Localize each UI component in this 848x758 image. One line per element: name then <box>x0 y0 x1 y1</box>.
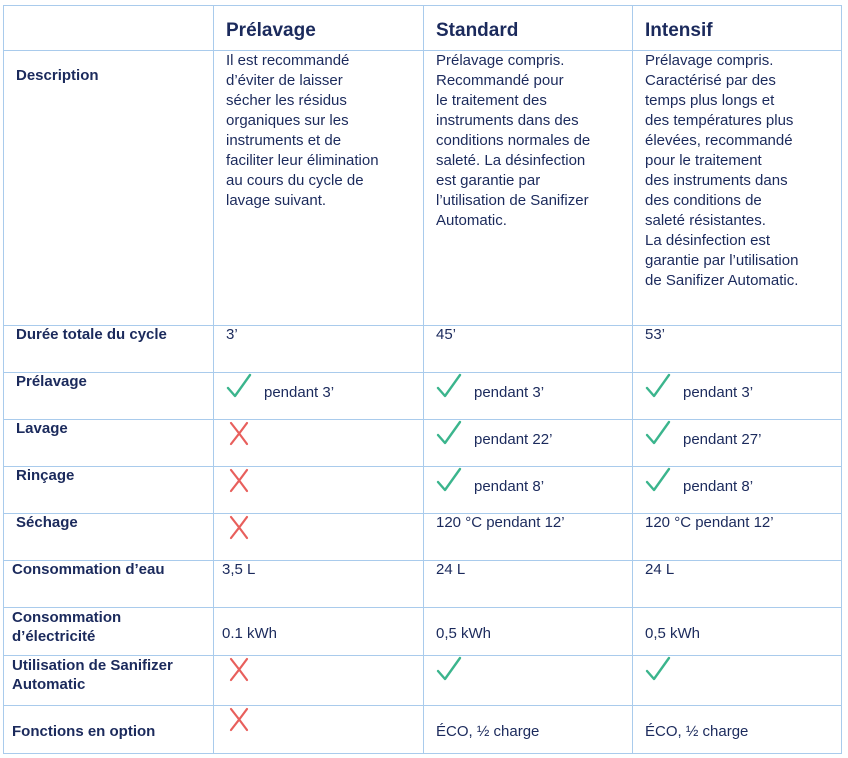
header-corner <box>4 6 214 51</box>
row-label-options: Fonctions en option <box>4 706 214 754</box>
sechage-prelavage <box>214 514 424 561</box>
lavage-standard-text: pendant 22’ <box>474 430 553 448</box>
eau-standard: 24 L <box>424 561 633 608</box>
header-prelavage: Prélavage <box>214 6 424 51</box>
row-label-duree: Durée totale du cycle <box>4 326 214 373</box>
electricite-standard: 0,5 kWh <box>424 608 633 656</box>
cycle-comparison-table <box>3 5 842 754</box>
row-lavage <box>4 420 842 467</box>
checkmark-icon <box>645 656 671 682</box>
prelavage-prelavage-text: pendant 3’ <box>264 383 335 401</box>
row-label-lavage: Lavage <box>4 420 214 467</box>
lavage-standard <box>424 420 633 467</box>
eau-intensif: 24 L <box>633 561 842 608</box>
sanifizer-intensif <box>633 656 842 706</box>
row-duree <box>4 326 842 373</box>
checkmark-icon <box>645 373 671 399</box>
header-intensif: Intensif <box>633 6 842 51</box>
row-label-description: Description <box>4 51 214 326</box>
electricite-intensif: 0,5 kWh <box>633 608 842 656</box>
rincage-prelavage <box>214 467 424 514</box>
checkmark-icon <box>436 656 462 682</box>
checkmark-icon <box>645 420 671 446</box>
lavage-intensif-text: pendant 27’ <box>683 430 762 448</box>
prelavage-standard <box>424 373 633 420</box>
sanifizer-standard <box>424 656 633 706</box>
checkmark-icon <box>436 373 462 399</box>
header-standard: Standard <box>424 6 633 51</box>
row-options <box>4 706 842 754</box>
sanifizer-prelavage <box>214 656 424 706</box>
row-rincage <box>4 467 842 514</box>
options-prelavage <box>214 706 424 754</box>
duree-standard: 45’ <box>424 326 633 373</box>
description-standard: Prélavage compris. Recommandé pour le traitement des instruments dans des conditions normales de saleté. La désinfection est garantie par l’utilisation de Sanifizer Automatic. <box>424 51 633 326</box>
row-eau <box>4 561 842 608</box>
row-prelavage <box>4 373 842 420</box>
row-sechage <box>4 514 842 561</box>
duree-intensif: 53’ <box>633 326 842 373</box>
electricite-prelavage: 0.1 kWh <box>214 608 424 656</box>
lavage-intensif <box>633 420 842 467</box>
prelavage-intensif <box>633 373 842 420</box>
sechage-standard: 120 °C pendant 12’ <box>424 514 633 561</box>
description-intensif: Prélavage compris. Caractérisé par des temps plus longs et des températures plus élevées, recommandé pour le traitement des instruments dans des conditions de saleté résistantes. La désinfection est garantie par l’utilisation de Sanifizer Automatic. <box>633 51 842 326</box>
checkmark-icon <box>226 373 252 399</box>
options-standard: ÉCO, ½ charge <box>424 706 633 754</box>
cross-icon <box>226 514 252 540</box>
row-label-eau: Consommation d’eau <box>4 561 214 608</box>
row-label-rincage: Rinçage <box>4 467 214 514</box>
label-electricite-line1: Consommation <box>12 609 122 626</box>
label-sanifizer-line1: Utilisation de Sanifizer <box>12 657 173 674</box>
checkmark-icon <box>436 467 462 493</box>
header-row <box>4 6 842 51</box>
prelavage-prelavage <box>214 373 424 420</box>
row-label-sanifizer <box>4 656 214 706</box>
row-description <box>4 51 842 326</box>
label-electricite-line2: d’électricité <box>12 628 96 645</box>
sechage-intensif: 120 °C pendant 12’ <box>633 514 842 561</box>
rincage-standard-text: pendant 8’ <box>474 477 545 495</box>
label-sanifizer-line2: Automatic <box>12 676 86 693</box>
options-intensif: ÉCO, ½ charge <box>633 706 842 754</box>
cross-icon <box>226 467 252 493</box>
checkmark-icon <box>645 467 671 493</box>
cross-icon <box>226 656 252 682</box>
eau-prelavage: 3,5 L <box>214 561 424 608</box>
rincage-standard <box>424 467 633 514</box>
checkmark-icon <box>436 420 462 446</box>
cross-icon <box>226 420 252 446</box>
row-label-sechage: Séchage <box>4 514 214 561</box>
row-electricite <box>4 608 842 656</box>
prelavage-intensif-text: pendant 3’ <box>683 383 754 401</box>
row-label-electricite <box>4 608 214 656</box>
rincage-intensif <box>633 467 842 514</box>
description-prelavage: Il est recommandé d’éviter de laisser sécher les résidus organiques sur les instruments et de faciliter leur élimination au cours du cycle de lavage suivant. <box>214 51 424 326</box>
row-label-prelavage: Prélavage <box>4 373 214 420</box>
duree-prelavage: 3’ <box>214 326 424 373</box>
cross-icon <box>226 706 252 732</box>
prelavage-standard-text: pendant 3’ <box>474 383 545 401</box>
rincage-intensif-text: pendant 8’ <box>683 477 754 495</box>
lavage-prelavage <box>214 420 424 467</box>
row-sanifizer <box>4 656 842 706</box>
